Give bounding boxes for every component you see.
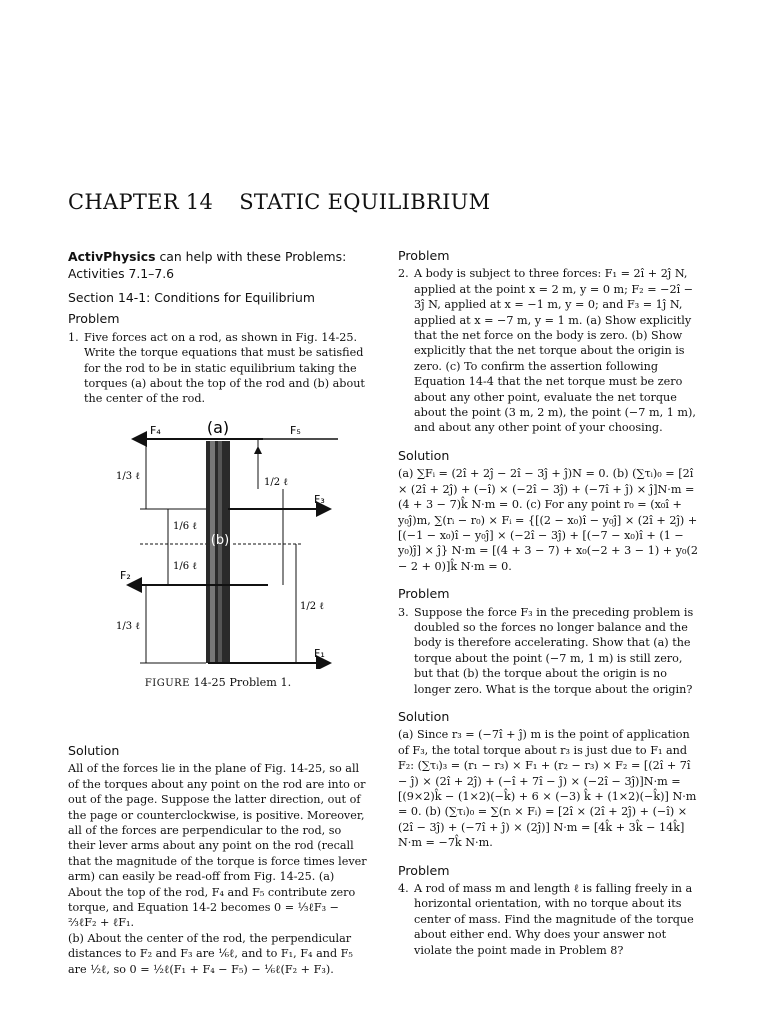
activphysics-note	[68, 248, 368, 282]
problem-2	[398, 266, 698, 435]
label-third-bottom: 1/3 ℓ	[116, 620, 141, 632]
problem-text: Suppose the force F₃ in the preceding problem is doubled so the forces no longer balance and the body is therefore accelerating. Show that (a) the torque about the point (−7 m, 1 m) is still zero, but that (b) the torque about the origin is no longer zero. What is the torque about the origin?	[414, 605, 694, 696]
chapter-number: CHAPTER 14	[68, 190, 214, 214]
solution-heading-1: Solution	[68, 743, 120, 758]
problem-heading-4: Problem	[398, 862, 450, 878]
rod-force-diagram	[68, 419, 368, 669]
label-f2: F₂	[120, 568, 131, 582]
solution-3-text: (a) Since r₃ = (−7î + ĵ) m is the point of application of F₃, the total torque about r₃ is just due to F₁ and F₂: (∑τᵢ)₃ = (r₁ − r₃) × F₁ + (r₂ − r₃) × F₂ = [(2î + 7î − ĵ) × (2î + 2ĵ) + (−î + 7î − ĵ) × (−2î − 3ĵ)]N·m = [(9×2)k̂ − (1×2)(−k̂) + 6 × (−3) k̂ + (1×2)(−k̂)] N·m = 0. (b) (∑τᵢ)₀ = ∑(rᵢ × Fᵢ) = [2î × (2î + 2ĵ) + (−î) × (2î − 3ĵ) + (−7î + ĵ) × (2ĵ)] N·m = [4k̂ + 3k̂ − 14k̂] N·m = −7k̂ N·m.	[398, 728, 697, 850]
activities-range: Activities 7.1–7.6	[68, 266, 175, 281]
chapter-title: STATIC EQUILIBRIUM	[239, 190, 491, 214]
problem-heading-3: Problem	[398, 586, 450, 602]
problem-4	[398, 881, 698, 958]
problem-4-block	[398, 863, 698, 958]
solution-2-text: (a) ∑Fᵢ = (2î + 2ĵ − 2î − 3ĵ + ĵ)N = 0. (b) (∑τᵢ)₀ = [2î × (2î + 2ĵ) + (−î) × (−2î − 3ĵ) + (−7î + ĵ) × ĵ]N·m = (4 + 3 − 7)k̂ N·m = 0. (c) For any point r₀ = (x₀î + y₀ĵ)m, ∑(rᵢ − r₀) × Fᵢ = {[(2 − x₀)î − y₀ĵ] × (2î + 2ĵ) + [(−1 − x₀)î − y₀ĵ] × (−2î − 3ĵ) + [(−7 − x₀)î + (1 − y₀)ĵ] × ĵ} N·m = [(4 + 3 − 7) + x₀(−2 + 3 − 1) + y₀(2 − 2 + 0)]k̂ N·m = 0.	[398, 467, 698, 573]
figure-caption	[68, 675, 368, 691]
chapter-heading	[68, 190, 490, 214]
problem-heading-1: Problem	[68, 311, 120, 327]
activphysics-brand: ActivPhysics	[68, 249, 156, 264]
left-column	[68, 248, 368, 691]
section-heading: Section 14-1: Conditions for Equilibrium	[68, 290, 315, 305]
caption-prefix: FIGURE	[144, 677, 190, 689]
solution-heading-3: Solution	[398, 708, 450, 724]
problem-number: 2.	[398, 267, 409, 281]
problem-number: 1.	[68, 330, 79, 344]
problem-text: Five forces act on a rod, as shown in Fig. 14-25. Write the torque equations that must be satisfied for the rod to be in static equilibrium taking the torques (a) about the top of the rod and (b) about the center of the rod.	[84, 330, 365, 406]
label-a: (a)	[206, 418, 230, 437]
solution-1-text-b: (b) About the center of the rod, the perpendicular distances to F₂ and F₃ are ⅙ℓ, and to F₁, F₄ and F₅ are ½ℓ, so 0 = ½ℓ(F₁ + F₄ − F₅) − ⅙ℓ(F₂ + F₃).	[68, 931, 353, 976]
problem-heading-2: Problem	[398, 248, 450, 263]
label-f1: F₁	[314, 646, 325, 660]
solution-3-block	[398, 709, 698, 851]
problem-text: A body is subject to three forces: F₁ = 2î + 2ĵ N, applied at the point x = 2 m, y = 0 m; F₂ = −2î − 3ĵ N, applied at x = −1 m, y = 0; and F₃ = 1ĵ N, applied at x = −7 m, y = 1 m. (a) Show explicitly that the net force on the body is zero. (b) Show explicitly that the net torque about the origin is zero. (c) To confirm the assertion following Equation 14-4 that the net torque must be zero about any other point, evaluate the net torque about the point (3 m, 2 m), the point (−7 m, 1 m), and about any other point of your choosing.	[414, 267, 696, 435]
problem-3	[398, 605, 698, 697]
label-f5: F₅	[290, 423, 301, 437]
label-third-top: 1/3 ℓ	[116, 470, 141, 482]
caption-text: 14-25 Problem 1.	[189, 675, 292, 689]
problem-1	[68, 330, 368, 407]
label-b: (b)	[210, 532, 230, 548]
solution-1-text: All of the forces lie in the plane of Fig. 14-25, so all of the torques about any point on the rod are into or out of the page. Suppose the latter direction, out of the page or counterclockwise, is positive. Moreover, all of the forces are perpendicular to the rod, so their lever arms about any point on the rod (recall that the magnitude of the torque is force times lever arm) can easily be read-off from Fig. 14-25. (a) About the top of the rod, F₄ and F₅ contribute zero torque, and Equation 14-2 becomes 0 = ⅓ℓF₃ − ⅔ℓF₂ + ℓF₁.	[68, 762, 367, 930]
solution-1	[68, 743, 368, 977]
right-column	[398, 248, 698, 970]
label-half-top: 1/2 ℓ	[264, 476, 289, 488]
problem-number: 3.	[398, 605, 409, 619]
problem-3-block	[398, 586, 698, 697]
solution-2-block	[398, 448, 698, 574]
label-f3: F₃	[314, 492, 325, 506]
problem-2-block	[398, 248, 698, 436]
activphysics-text: can help with these Problems:	[155, 249, 347, 264]
problem-number: 4.	[398, 882, 409, 896]
label-half-bottom: 1/2 ℓ	[300, 600, 325, 612]
figure-14-25	[68, 419, 368, 669]
solution-heading-2: Solution	[398, 447, 450, 463]
label-sixth-upper: 1/6 ℓ	[173, 520, 198, 532]
problem-text: A rod of mass m and length ℓ is falling freely in a horizontal orientation, with no torque about its center of mass. Find the magnitude of the torque about either end. Why does your answer not violate the point made in Problem 8?	[414, 882, 694, 957]
label-f4: F₄	[150, 423, 161, 437]
label-sixth-lower: 1/6 ℓ	[173, 560, 198, 572]
